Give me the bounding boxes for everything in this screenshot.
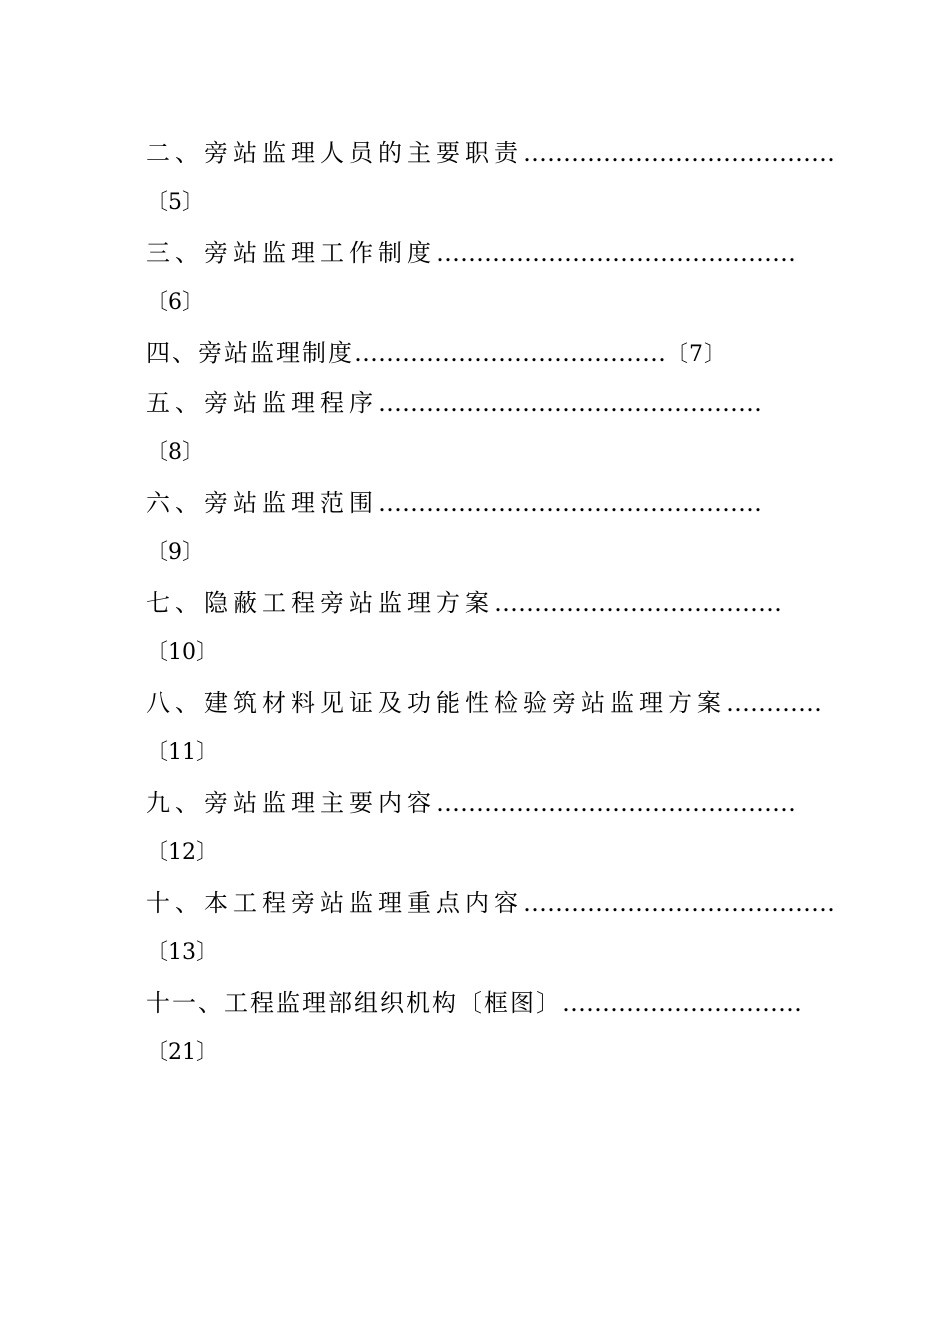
toc-page-number: 〔21〕 [146,1040,218,1065]
toc-page-number: 〔6〕 [146,290,204,315]
toc-entry[interactable] [146,878,835,978]
toc-line [146,478,806,528]
toc-line [146,778,806,828]
toc-page-number: 〔10〕 [146,640,218,665]
toc-entry[interactable] [146,328,806,378]
toc-leader-dots: ……………………………………… [436,789,796,817]
toc-page-number: 〔5〕 [146,190,204,215]
toc-entry[interactable] [146,678,822,778]
toc-line [146,228,806,278]
toc-page-number: 〔12〕 [146,840,218,865]
toc-leader-dots: ……………………………… [494,589,782,617]
toc-line [146,978,806,1028]
toc-page-number: 〔9〕 [146,540,204,565]
toc-title: 九、旁站监理主要内容 [146,789,436,817]
toc-entry[interactable] [146,578,806,678]
toc-entry[interactable] [146,378,806,478]
toc-line [146,878,835,928]
toc-page-number: 〔8〕 [146,440,204,465]
table-of-contents [146,128,835,1078]
toc-leader-dots: ………………………………… [523,139,835,167]
toc-title: 十、本工程旁站监理重点内容 [146,889,523,917]
toc-entry[interactable] [146,228,806,328]
toc-title: 三、旁站监理工作制度 [146,239,436,267]
toc-title: 十一、工程监理部组织机构〔框图〕 [146,989,562,1017]
toc-entry[interactable] [146,478,806,578]
toc-title: 七、隐蔽工程旁站监理方案 [146,589,494,617]
toc-line [146,128,835,178]
toc-line [146,578,806,628]
toc-page-number: 〔11〕 [146,740,218,765]
toc-entry[interactable] [146,978,806,1078]
toc-leader-dots: ……………………………………… [436,239,796,267]
toc-title: 八、建筑材料见证及功能性检验旁站监理方案 [146,689,726,717]
toc-line [146,678,822,728]
toc-title: 二、旁站监理人员的主要职责 [146,139,523,167]
toc-leader-dots: ………………………………… [523,889,835,917]
toc-title: 六、旁站监理范围 [146,489,378,517]
toc-leader-dots: ………… [726,689,822,717]
toc-leader-dots: ………………………………………… [378,489,762,517]
toc-leader-dots: ………………………… [562,989,802,1017]
toc-title: 四、旁站监理制度 [146,339,354,367]
toc-leader-dots: ………………………………………… [378,389,762,417]
toc-entry[interactable] [146,128,835,228]
toc-line [146,378,806,428]
toc-title: 五、旁站监理程序 [146,389,378,417]
toc-line [146,328,806,378]
toc-page-number: 〔13〕 [146,940,218,965]
toc-entry[interactable] [146,778,806,878]
toc-page-number: 〔7〕 [666,342,727,367]
toc-leader-dots: ………………………………… [354,339,666,367]
